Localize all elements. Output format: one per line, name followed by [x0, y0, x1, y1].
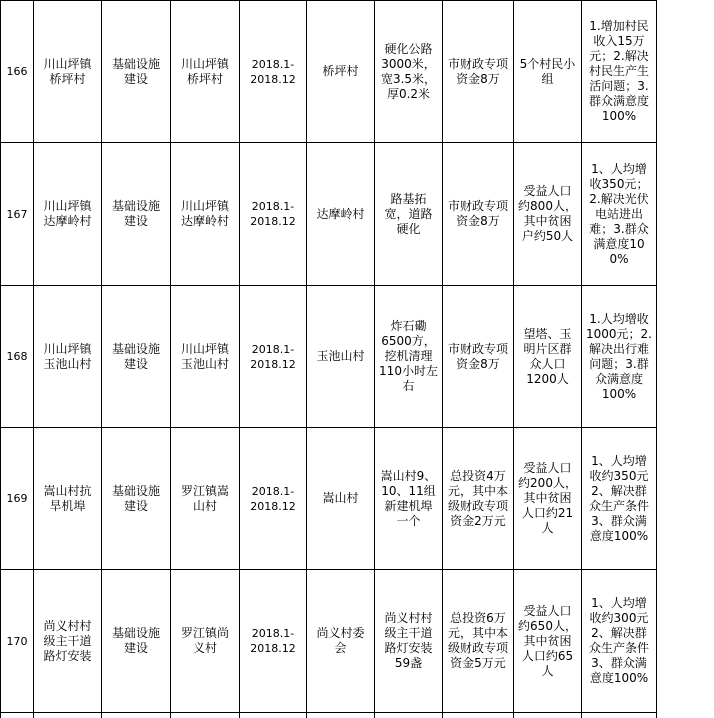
cell-project-type: 基础设施 建设 — [102, 143, 171, 286]
cell-benefit: 1、人均增 收约350元 2、解决群 众生产条件 3、群众满 意度100% — [582, 428, 657, 570]
cell-funding: 市财政专项 资金8万 — [443, 1, 514, 143]
cell-implementing-unit: 桥坪村 — [307, 1, 375, 143]
cell-project-name: 川山坪镇 玉池山村 — [34, 286, 102, 428]
empty-cell — [102, 713, 171, 718]
cell-project-type: 基础设施 建设 — [102, 286, 171, 428]
cell-funding: 市财政专项 资金8万 — [443, 143, 514, 286]
table-body — [1, 1, 657, 718]
empty-cell — [514, 713, 582, 718]
cell-id: 170 — [1, 570, 34, 713]
cell-project-type: 基础设施 建设 — [102, 1, 171, 143]
empty-cell — [582, 713, 657, 718]
cell-project-name: 嵩山村抗 旱机埠 — [34, 428, 102, 570]
cell-beneficiaries: 5个村民小 组 — [514, 1, 582, 143]
table-row — [1, 286, 657, 428]
cell-construction-content: 嵩山村9、 10、11组 新建机埠 一个 — [375, 428, 443, 570]
cell-funding: 市财政专项 资金8万 — [443, 286, 514, 428]
cell-project-type: 基础设施 建设 — [102, 428, 171, 570]
table-row — [1, 143, 657, 286]
cell-period: 2018.1- 2018.12 — [240, 143, 307, 286]
cell-location: 川山坪镇 达摩岭村 — [171, 143, 240, 286]
cell-location: 罗江镇尚 义村 — [171, 570, 240, 713]
cell-beneficiaries: 受益人口 约800人， 其中贫困 户约50人 — [514, 143, 582, 286]
empty-cell — [1, 713, 34, 718]
cell-benefit: 1、人均增 收350元； 2.解决光伏 电站进出 难；3.群众 满意度100% — [582, 143, 657, 286]
table-row — [1, 428, 657, 570]
empty-cell — [443, 713, 514, 718]
cell-period: 2018.1- 2018.12 — [240, 286, 307, 428]
cell-period: 2018.1- 2018.12 — [240, 428, 307, 570]
cell-implementing-unit: 达摩岭村 — [307, 143, 375, 286]
empty-cell — [375, 713, 443, 718]
cell-id: 168 — [1, 286, 34, 428]
cell-id: 166 — [1, 1, 34, 143]
cell-construction-content: 炸石磡 6500方， 挖机清理 110小时左 右 — [375, 286, 443, 428]
cell-benefit: 1.增加村民 收入15万 元；2.解决 村民生产生 活问题；3. 群众满意度 100% — [582, 1, 657, 143]
cell-location: 罗江镇嵩 山村 — [171, 428, 240, 570]
cell-id: 167 — [1, 143, 34, 286]
cell-construction-content: 尚义村村 级主干道 路灯安装 59盏 — [375, 570, 443, 713]
empty-cell — [240, 713, 307, 718]
cell-funding: 总投资6万 元，其中本 级财政专项 资金5万元 — [443, 570, 514, 713]
empty-cell — [307, 713, 375, 718]
cell-beneficiaries: 受益人口 约200人， 其中贫困 人口约21 人 — [514, 428, 582, 570]
cell-construction-content: 硬化公路 3000米， 宽3.5米， 厚0.2米 — [375, 1, 443, 143]
table-row — [1, 570, 657, 713]
cell-implementing-unit: 嵩山村 — [307, 428, 375, 570]
cell-location: 川山坪镇 玉池山村 — [171, 286, 240, 428]
cell-location: 川山坪镇 桥坪村 — [171, 1, 240, 143]
table-row — [1, 713, 657, 718]
cell-funding: 总投资4万 元，其中本 级财政专项 资金2万元 — [443, 428, 514, 570]
empty-cell — [171, 713, 240, 718]
cell-project-name: 川山坪镇 达摩岭村 — [34, 143, 102, 286]
empty-cell — [34, 713, 102, 718]
cell-beneficiaries: 受益人口 约650人， 其中贫困 人口约65 人 — [514, 570, 582, 713]
cell-implementing-unit: 尚义村委 会 — [307, 570, 375, 713]
cell-benefit: 1、人均增 收约300元 2、解决群 众生产条件 3、群众满 意度100% — [582, 570, 657, 713]
cell-implementing-unit: 玉池山村 — [307, 286, 375, 428]
cell-project-name: 尚义村村 级主干道 路灯安装 — [34, 570, 102, 713]
cell-period: 2018.1- 2018.12 — [240, 1, 307, 143]
cell-project-type: 基础设施 建设 — [102, 570, 171, 713]
cell-period: 2018.1- 2018.12 — [240, 570, 307, 713]
cell-beneficiaries: 望塔、玉 明片区群 众人口 1200人 — [514, 286, 582, 428]
table-row — [1, 1, 657, 143]
cell-id: 169 — [1, 428, 34, 570]
cell-benefit: 1.人均增收 1000元；2. 解决出行难 问题；3.群 众满意度 100% — [582, 286, 657, 428]
cell-project-name: 川山坪镇 桥坪村 — [34, 1, 102, 143]
cell-construction-content: 路基拓 宽，道路 硬化 — [375, 143, 443, 286]
